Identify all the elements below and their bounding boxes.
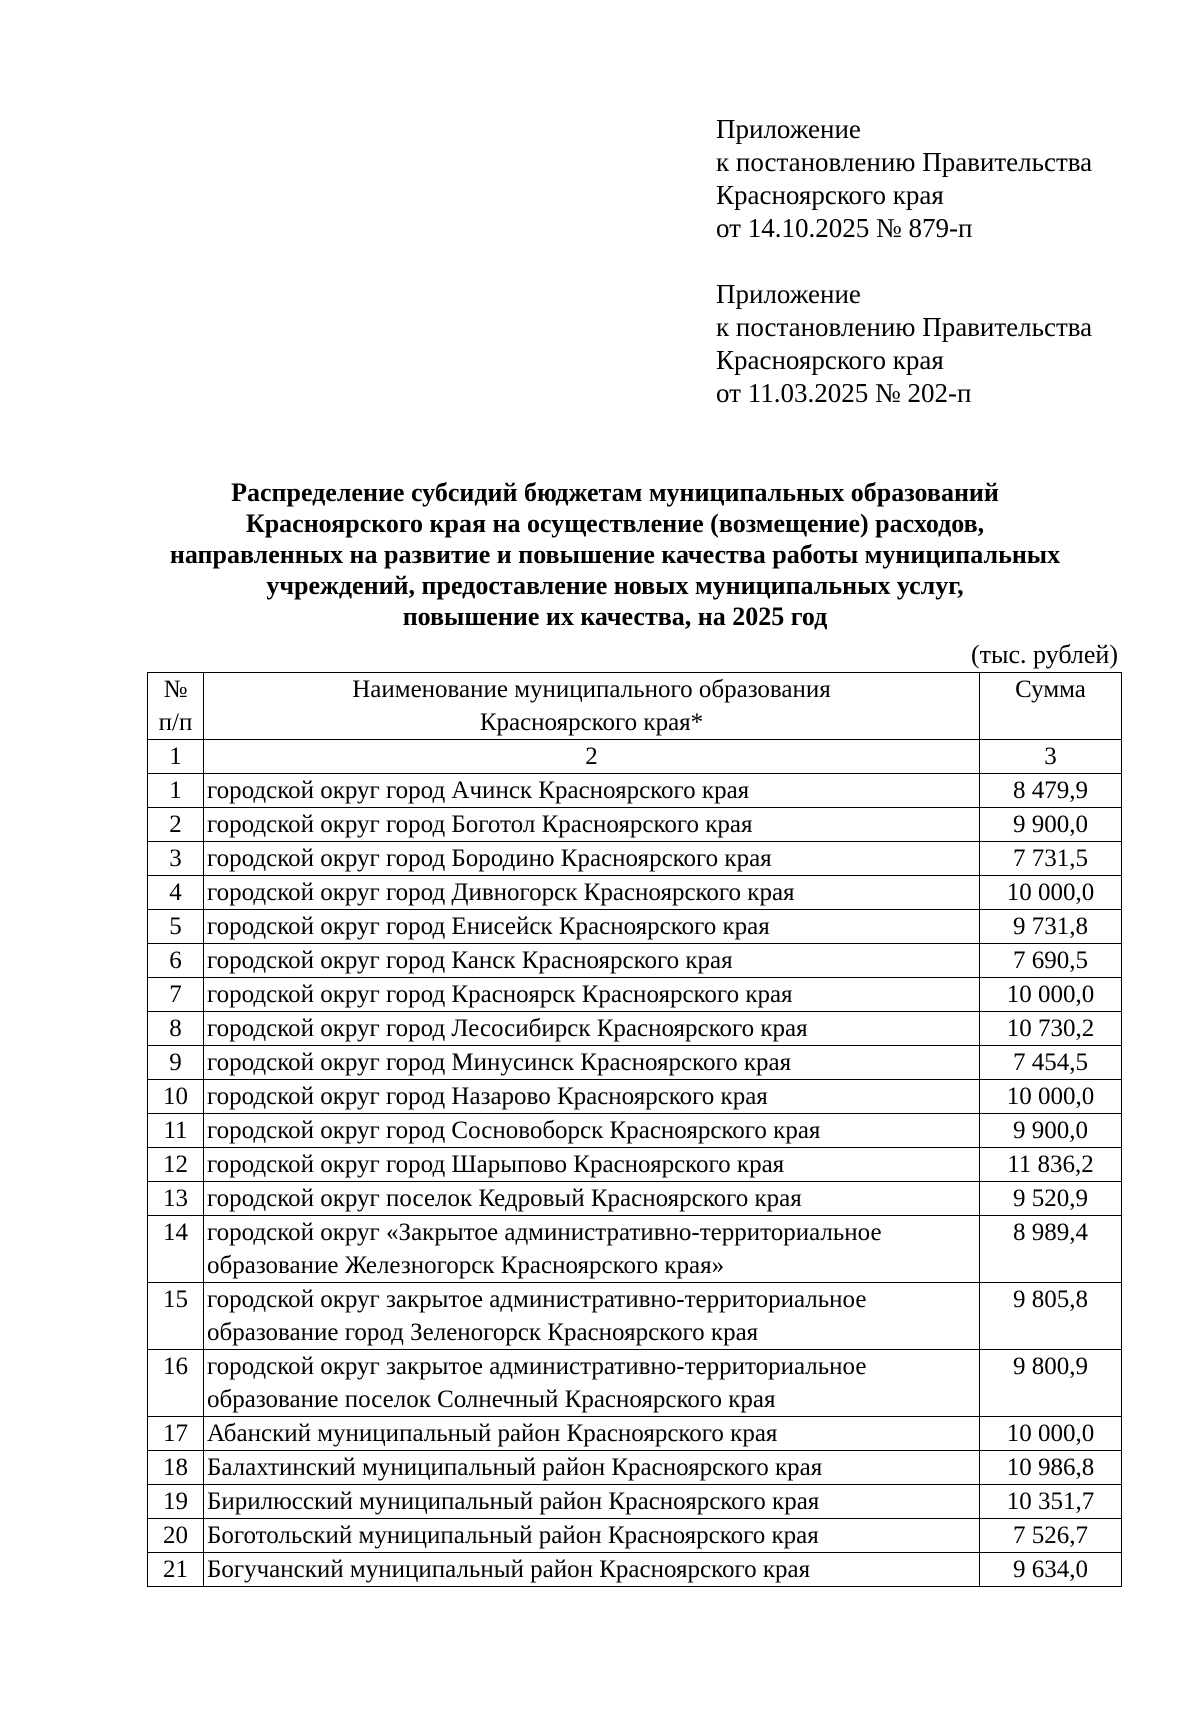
table-row — [148, 774, 1122, 808]
municipality-name — [204, 1080, 980, 1114]
municipality-name-line: городской округ город Канск Красноярского края — [207, 947, 733, 974]
municipality-name-line: городской округ закрытое административно-территориальное — [207, 1286, 867, 1313]
title-line: Распределение субсидий бюджетам муниципальных образований — [231, 478, 999, 507]
table-row — [148, 1451, 1122, 1485]
table-row — [148, 944, 1122, 978]
title-line: учреждений, предоставление новых муниципальных услуг, — [266, 571, 964, 600]
subsidy-amount: 9 805,8 — [980, 1283, 1122, 1350]
column-index: 2 — [204, 740, 980, 774]
appendix-current-reference — [716, 113, 1092, 245]
appendix-line: Красноярского края — [716, 180, 944, 210]
subsidy-amount: 10 986,8 — [980, 1451, 1122, 1485]
title-line: Красноярского края на осуществление (возмещение) расходов, — [245, 509, 985, 538]
table-row — [148, 978, 1122, 1012]
header-number-line1: № — [163, 676, 188, 703]
column-index: 3 — [980, 740, 1122, 774]
table-row — [148, 876, 1122, 910]
row-number: 1 — [148, 774, 204, 808]
subsidy-amount: 10 000,0 — [980, 1417, 1122, 1451]
header-name-line1: Наименование муниципального образования — [352, 676, 831, 703]
row-number: 17 — [148, 1417, 204, 1451]
municipality-name — [204, 1216, 980, 1283]
municipality-name-line: Боготольский муниципальный район Красноярского края — [207, 1522, 819, 1549]
table-row — [148, 1148, 1122, 1182]
row-number: 9 — [148, 1046, 204, 1080]
municipality-name — [204, 1148, 980, 1182]
municipality-name — [204, 842, 980, 876]
municipality-name-line: городской округ поселок Кедровый Красноярского края — [207, 1185, 802, 1212]
subsidy-amount: 10 730,2 — [980, 1012, 1122, 1046]
municipality-name — [204, 1046, 980, 1080]
row-number: 6 — [148, 944, 204, 978]
table-row — [148, 808, 1122, 842]
header-number — [148, 673, 204, 740]
column-index-row — [148, 740, 1122, 774]
table-row — [148, 1350, 1122, 1417]
title-line: направленных на развитие и повышение качества работы муниципальных — [169, 540, 1061, 569]
table-row — [148, 1114, 1122, 1148]
municipality-name-line: Богучанский муниципальный район Красноярского края — [207, 1556, 811, 1583]
table-row — [148, 1182, 1122, 1216]
table-row — [148, 1417, 1122, 1451]
row-number: 15 — [148, 1283, 204, 1350]
row-number: 21 — [148, 1553, 204, 1587]
municipality-name-line: образование Железногорск Красноярского края» — [207, 1252, 725, 1279]
subsidy-amount: 8 989,4 — [980, 1216, 1122, 1283]
municipality-name-line: городской округ город Лесосибирск Красноярского края — [207, 1015, 808, 1042]
municipality-name-line: городской округ город Дивногорск Красноярского края — [207, 879, 795, 906]
municipality-name-line: Абанский муниципальный район Красноярского края — [207, 1420, 778, 1447]
municipality-name — [204, 1485, 980, 1519]
municipality-name-line: образование поселок Солнечный Красноярского края — [207, 1386, 776, 1413]
subsidy-amount: 9 731,8 — [980, 910, 1122, 944]
municipality-name — [204, 1451, 980, 1485]
municipality-name-line: образование город Зеленогорск Красноярского края — [207, 1319, 759, 1346]
subsidy-amount: 10 351,7 — [980, 1485, 1122, 1519]
appendix-line: от 11.03.2025 № 202-п — [716, 378, 972, 408]
column-index: 1 — [148, 740, 204, 774]
subsidy-table — [147, 672, 1122, 1587]
row-number: 7 — [148, 978, 204, 1012]
row-number: 18 — [148, 1451, 204, 1485]
municipality-name — [204, 1182, 980, 1216]
header-sum: Сумма — [980, 673, 1122, 740]
municipality-name-line: городской округ закрытое административно-территориальное — [207, 1353, 867, 1380]
table-row — [148, 1485, 1122, 1519]
subsidy-amount: 7 731,5 — [980, 842, 1122, 876]
municipality-name-line: городской округ «Закрытое административно-территориальное — [207, 1219, 882, 1246]
table-row — [148, 842, 1122, 876]
row-number: 14 — [148, 1216, 204, 1283]
municipality-name-line: городской округ город Боготол Красноярского края — [207, 811, 753, 838]
table-row — [148, 1012, 1122, 1046]
row-number: 16 — [148, 1350, 204, 1417]
row-number: 19 — [148, 1485, 204, 1519]
subsidy-amount: 10 000,0 — [980, 876, 1122, 910]
title-line: повышение их качества, на 2025 год — [402, 602, 828, 631]
row-number: 11 — [148, 1114, 204, 1148]
row-number: 13 — [148, 1182, 204, 1216]
row-number: 5 — [148, 910, 204, 944]
appendix-line: Приложение — [716, 279, 861, 309]
subsidy-amount: 7 690,5 — [980, 944, 1122, 978]
table-row — [148, 1046, 1122, 1080]
row-number: 3 — [148, 842, 204, 876]
row-number: 2 — [148, 808, 204, 842]
municipality-name — [204, 1114, 980, 1148]
table-row — [148, 1283, 1122, 1350]
municipality-name — [204, 1283, 980, 1350]
municipality-name-line: городской округ город Минусинск Красноярского края — [207, 1049, 792, 1076]
municipality-name — [204, 876, 980, 910]
municipality-name — [204, 1417, 980, 1451]
row-number: 20 — [148, 1519, 204, 1553]
units-label: (тыс. рублей) — [970, 640, 1118, 669]
subsidy-amount: 9 634,0 — [980, 1553, 1122, 1587]
subsidy-amount: 8 479,9 — [980, 774, 1122, 808]
municipality-name-line: городской округ город Ачинск Красноярского края — [207, 777, 750, 804]
municipality-name — [204, 910, 980, 944]
subsidy-amount: 9 900,0 — [980, 808, 1122, 842]
municipality-name — [204, 978, 980, 1012]
header-number-line2: п/п — [158, 709, 193, 736]
table-header-row — [148, 673, 1122, 740]
appendix-line: Красноярского края — [716, 345, 944, 375]
appendix-line: Приложение — [716, 114, 861, 144]
table-row — [148, 1216, 1122, 1283]
appendix-line: от 14.10.2025 № 879-п — [716, 213, 973, 243]
row-number: 8 — [148, 1012, 204, 1046]
table-row — [148, 910, 1122, 944]
document-title — [130, 477, 1100, 632]
appendix-line: к постановлению Правительства — [716, 147, 1093, 177]
municipality-name-line: Балахтинский муниципальный район Красноярского края — [207, 1454, 823, 1481]
appendix-line: к постановлению Правительства — [716, 312, 1093, 342]
subsidy-amount: 9 900,0 — [980, 1114, 1122, 1148]
header-name — [204, 673, 980, 740]
subsidy-amount: 10 000,0 — [980, 1080, 1122, 1114]
row-number: 10 — [148, 1080, 204, 1114]
municipality-name-line: городской округ город Шарыпово Красноярского края — [207, 1151, 785, 1178]
subsidy-amount: 10 000,0 — [980, 978, 1122, 1012]
row-number: 4 — [148, 876, 204, 910]
municipality-name — [204, 944, 980, 978]
municipality-name-line: городской округ город Бородино Красноярского края — [207, 845, 772, 872]
subsidy-amount: 7 526,7 — [980, 1519, 1122, 1553]
municipality-name-line: городской округ город Енисейск Красноярского края — [207, 913, 770, 940]
municipality-name — [204, 774, 980, 808]
subsidy-amount: 11 836,2 — [980, 1148, 1122, 1182]
appendix-previous-reference — [716, 278, 1092, 410]
table-row — [148, 1519, 1122, 1553]
municipality-name-line: Бирилюсский муниципальный район Красноярского края — [207, 1488, 820, 1515]
municipality-name-line: городской округ город Красноярск Красноярского края — [207, 981, 793, 1008]
subsidy-amount: 7 454,5 — [980, 1046, 1122, 1080]
table-row — [148, 1080, 1122, 1114]
municipality-name-line: городской округ город Назарово Красноярского края — [207, 1083, 768, 1110]
row-number: 12 — [148, 1148, 204, 1182]
municipality-name — [204, 1519, 980, 1553]
municipality-name — [204, 1350, 980, 1417]
municipality-name — [204, 1012, 980, 1046]
subsidy-amount: 9 520,9 — [980, 1182, 1122, 1216]
municipality-name — [204, 808, 980, 842]
subsidy-amount: 9 800,9 — [980, 1350, 1122, 1417]
municipality-name-line: городской округ город Сосновоборск Красноярского края — [207, 1117, 821, 1144]
table-row — [148, 1553, 1122, 1587]
municipality-name — [204, 1553, 980, 1587]
header-name-line2: Красноярского края* — [479, 709, 704, 736]
